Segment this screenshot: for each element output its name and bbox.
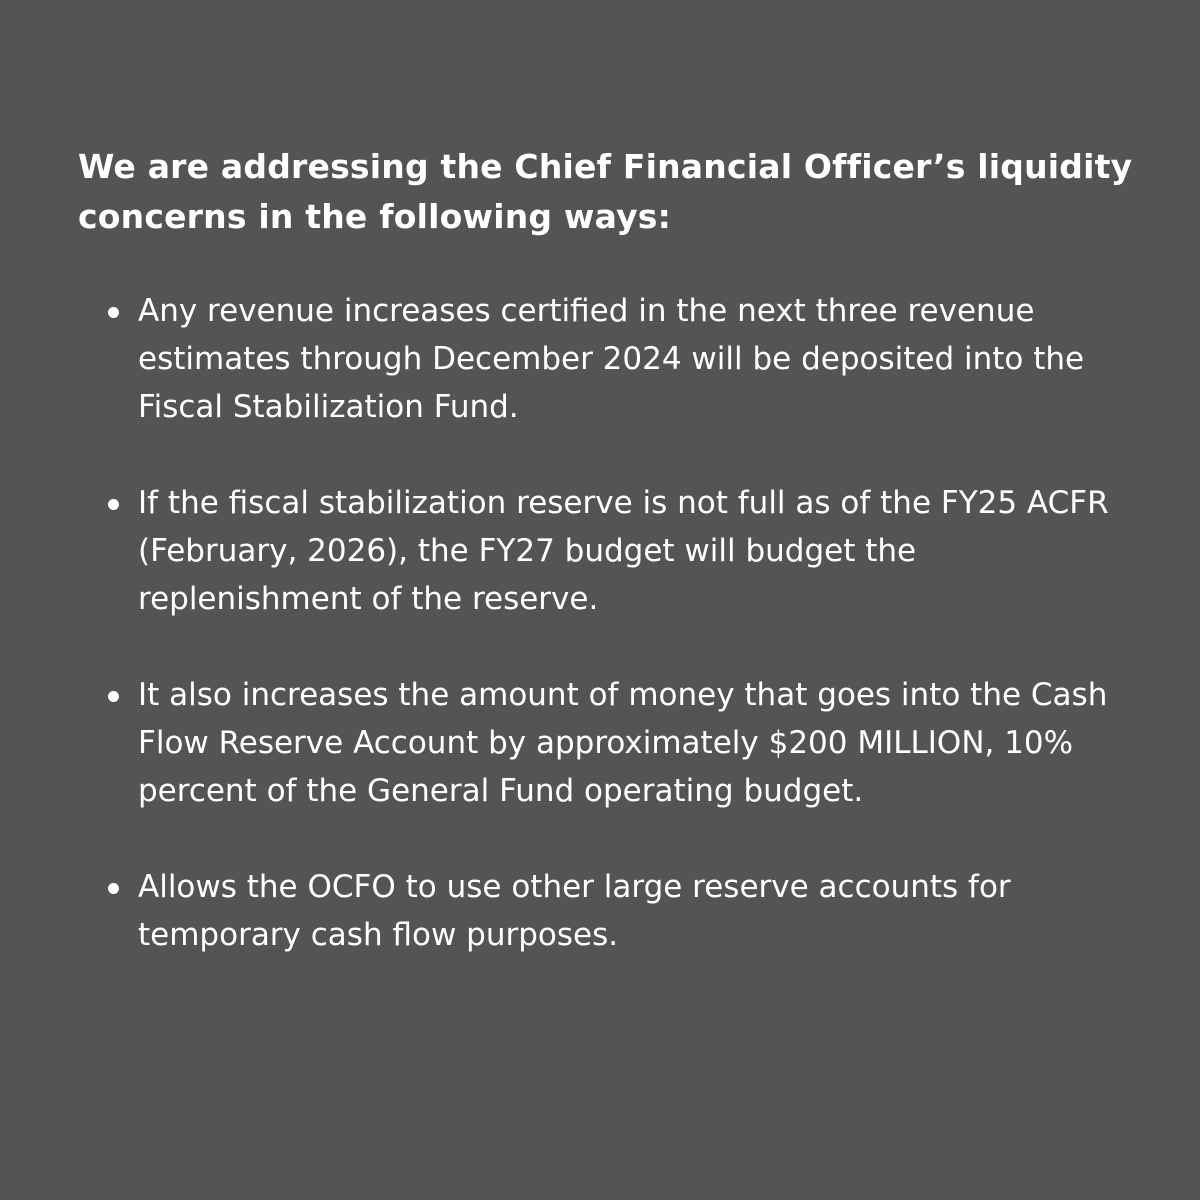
bullet-list [106,287,1116,959]
bullet-text: Any revenue increases certified in the next three revenue estimates through December 2024 will be deposited into the Fiscal Stabilization Fund. [138,293,1085,425]
bullet-item [106,479,1116,623]
bullet-text: It also increases the amount of money that goes into the Cash Flow Reserve Account by approximately $200 MILLION, 10% percent of the General Fund operating budget. [138,677,1108,809]
bullet-item [106,287,1116,431]
bullet-item [106,671,1116,815]
bullet-dot-icon [108,307,119,318]
bullet-item [106,863,1116,959]
bullet-dot-icon [108,691,119,702]
bullet-dot-icon [108,883,119,894]
bullet-dot-icon [108,499,119,510]
bullet-text: If the fiscal stabilization reserve is not full as of the FY25 ACFR (February, 2026), the FY27 budget will budget the replenishment of the reserve. [138,485,1109,617]
heading: We are addressing the Chief Financial Officer’s liquidity concerns in the following ways: [78,147,1133,236]
bullet-text: Allows the OCFO to use other large reserve accounts for temporary cash flow purposes. [138,869,1011,953]
